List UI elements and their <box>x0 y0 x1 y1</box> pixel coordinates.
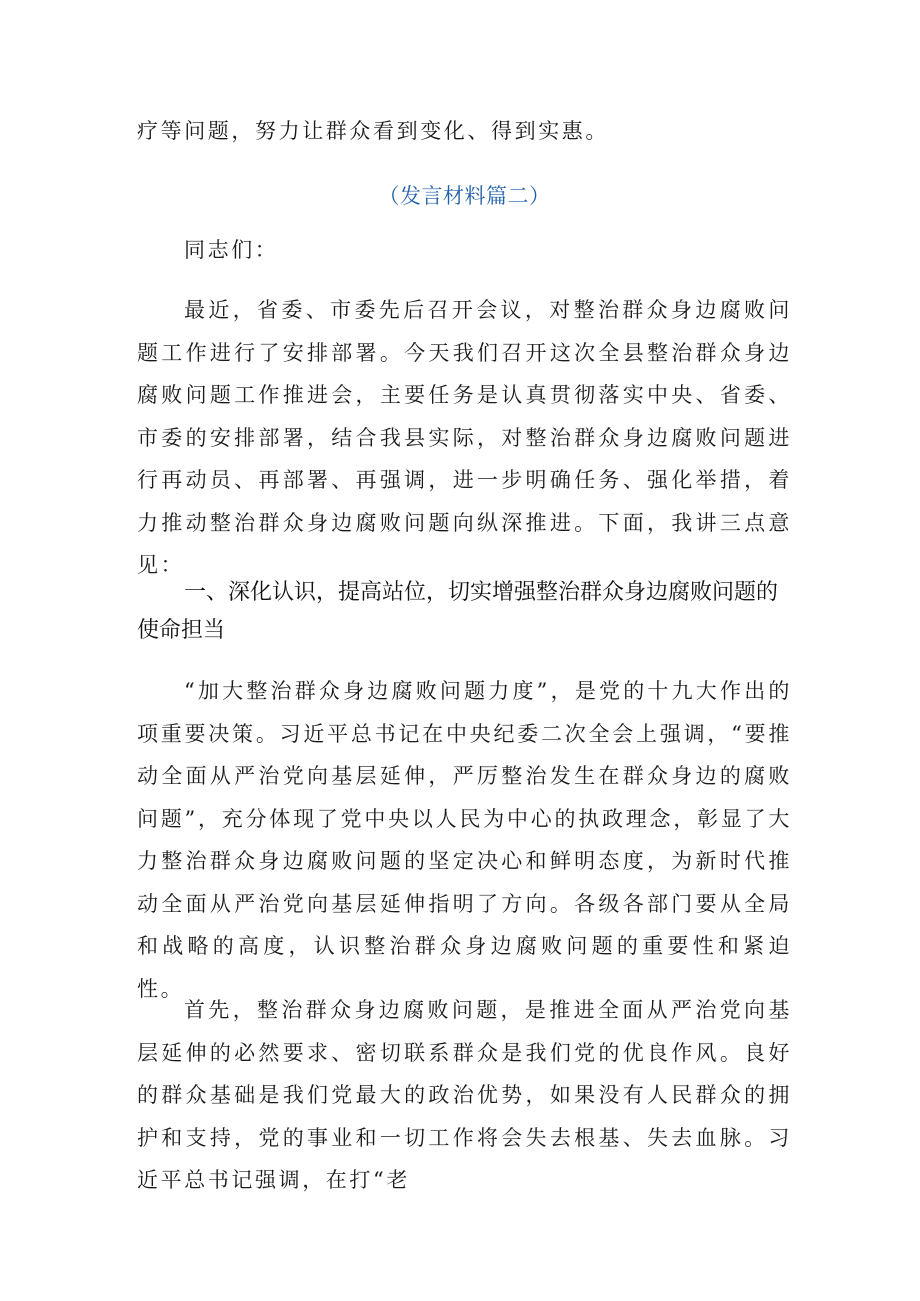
intro-paragraph: 最近，省委、市委先后召开会议，对整治群众身边腐败问题工作进行了安排部署。今天我们召开这次全县整治群众身边腐败问题工作推进会，主要任务是认真贯彻落实中央、省委、市委的安排部署，结合我县实际，对整治群众身边腐败问题进行再动员、再部署、再强调，进一步明确任务、强化举措，着力推动整治群众身边腐败问题向纵深推进。下面，我讲三点意见： <box>137 298 792 577</box>
body-paragraph-2: 首先，整治群众身边腐败问题，是推进全面从严治党向基层延伸的必然要求、密切联系群众是我们党的优良作风。良好的群众基础是我们党最大的政治优势，如果没有人民群众的拥护和支持，党的事业和一切工作将会失去根基、失去血脉。习近平总书记强调，在打“老 <box>137 998 792 1192</box>
section-title: （发言材料篇二） <box>378 184 551 208</box>
salutation: 同志们： <box>184 238 279 262</box>
body-paragraph-1: “加大整治群众身边腐败问题力度”，是党的十九大作出的项重要决策。习近平总书记在中央纪委二次全会上强调，“要推动全面从严治党向基层延伸，严厉整治发生在群众身边的腐败问题”，充分体现了党中央以人民为中心的执政理念，彰显了大力整治群众身边腐败问题的坚定决心和鲜明态度，为新时代推动全面从严治党向基层延伸指明了方向。各级各部门要从全局和战略的高度，认识整治群众身边腐败问题的重要性和紧迫性。 <box>137 679 792 1001</box>
section-heading-1: 一、深化认识，提高站位，切实增强整治群众身边腐败问题的使命担当 <box>137 580 779 643</box>
continuation-paragraph: 疗等问题，努力让群众看到变化、得到实惠。 <box>137 119 609 143</box>
